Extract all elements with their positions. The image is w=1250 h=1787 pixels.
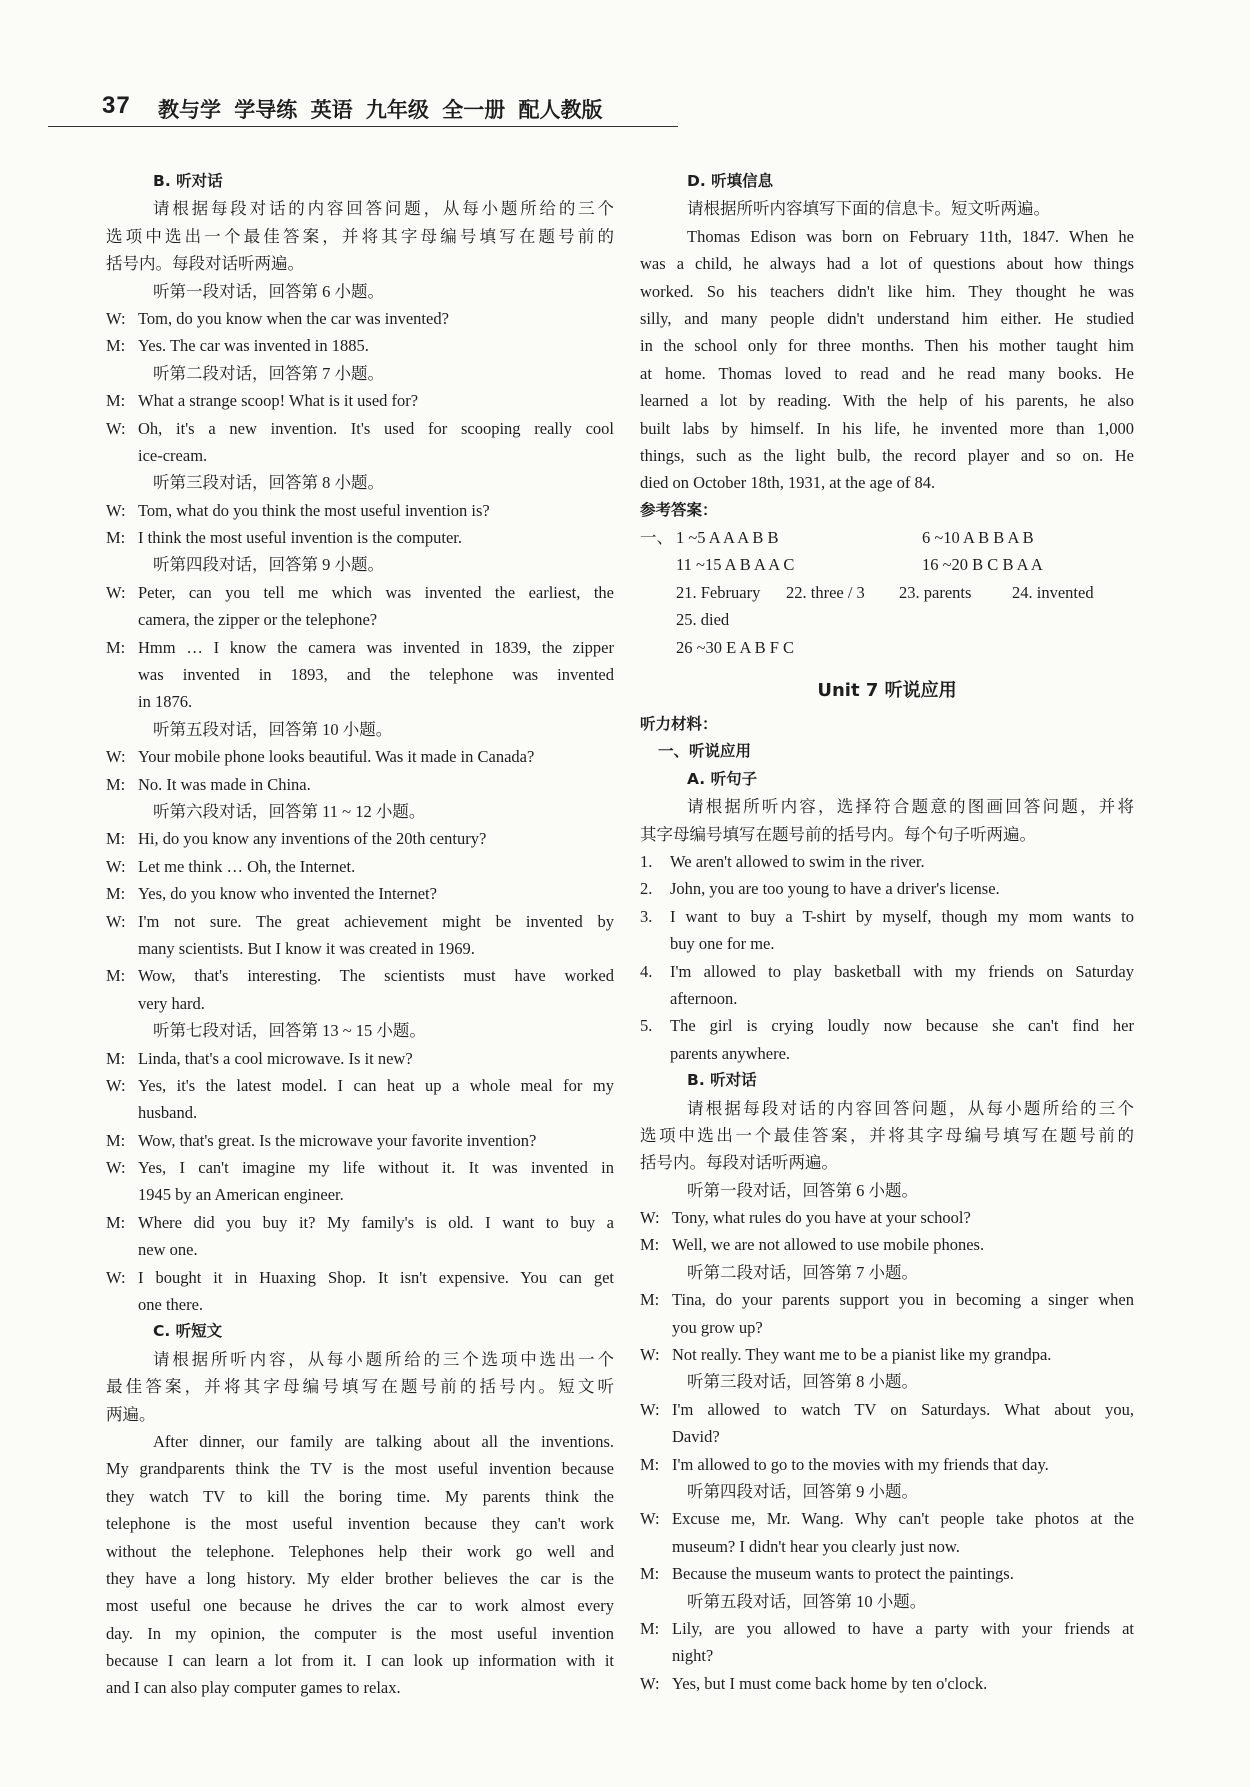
speech: was invented in 1893, and the telephone was invented	[138, 665, 614, 685]
passage-line: died on October 18th, 1931, at the age of 84.	[640, 473, 936, 493]
sentence-text: afternoon.	[670, 988, 738, 1008]
dialogue-label: 听第三段对话，回答第 8 小题。	[687, 1372, 918, 1392]
speaker: W:	[106, 1158, 126, 1178]
speech: Lily, are you allowed to have a party with your friends at	[672, 1618, 1134, 1638]
sentence-text: John, you are too young to have a driver's license.	[670, 879, 1000, 899]
dialogue-line	[106, 1236, 614, 1263]
passage-line: without the telephone. Telephones help their work go well and	[106, 1541, 614, 1561]
speech: Well, we are not allowed to use mobile phones.	[672, 1235, 985, 1255]
passage-line: at home. Thomas loved to read and he read many books. He	[640, 363, 1134, 383]
dialogue-line	[106, 853, 614, 880]
dialogue-line	[106, 1127, 614, 1154]
speaker: W:	[106, 500, 126, 520]
answer-group: 16 ~20 B C B A A	[922, 555, 1043, 575]
dialogue-line	[106, 661, 614, 688]
material-label: 听力材料：	[640, 715, 718, 734]
speech: Tony, what rules do you have at your school?	[672, 1208, 971, 1228]
dialogue-line	[106, 332, 614, 359]
speech: Where did you buy it? My family's is old. I want to buy a	[138, 1212, 614, 1232]
speech: night?	[672, 1646, 714, 1666]
dialogue-label: 听第一段对话，回答第 6 小题。	[153, 281, 384, 301]
speech: Yes. The car was invented in 1885.	[138, 336, 369, 356]
sentence-text: I want to buy a T-shirt by myself, though my mom wants to	[670, 906, 1134, 926]
speech: Peter, can you tell me which was invented the earliest, the	[138, 582, 614, 602]
speech: Excuse me, Mr. Wang. Why can't people take photos at the	[672, 1509, 1134, 1529]
passage-line: My grandparents think the TV is the most useful invention because	[106, 1459, 614, 1479]
passage-line: worked. So his teachers didn't like him. They thought he was	[640, 281, 1134, 301]
dialogue-line	[640, 1505, 1134, 1532]
section-b-title: B. 听对话	[153, 172, 223, 190]
speaker: W:	[640, 1673, 660, 1693]
part-title: 一、听说应用	[658, 742, 752, 761]
dialogue-line	[106, 1264, 614, 1291]
answer-row	[640, 579, 1134, 606]
sentence-item	[640, 848, 1134, 875]
speaker: M:	[106, 1212, 126, 1232]
speaker: W:	[106, 308, 126, 328]
passage-line: they watch TV to kill the boring time. My parents think the	[106, 1486, 614, 1506]
book-title: 教与学 学导练 英语 九年级 全一册 配人教版	[158, 98, 603, 122]
speaker: M:	[106, 966, 126, 986]
instruction-line: 选项中选出一个最佳答案，并将其字母编号填写在题号前的	[106, 226, 614, 246]
speaker: M:	[640, 1454, 660, 1474]
passage-line: After dinner, our family are talking about all the inventions.	[153, 1431, 614, 1451]
dialogue-line	[106, 1072, 614, 1099]
answer-group: 1 ~5 A A A B B	[676, 528, 779, 548]
dialogue-line	[106, 1291, 614, 1318]
speaker: M:	[106, 391, 126, 411]
passage-line: because I can learn a lot from it. I can look up information with it	[106, 1651, 614, 1671]
section-a-title: A. 听句子	[687, 769, 758, 788]
answer-row	[640, 551, 1134, 578]
speech: many scientists. But I know it was created in 1969.	[138, 938, 475, 958]
dialogue-line	[106, 305, 614, 332]
instruction-line: 请根据所听内容，选择符合题意的图画回答问题，并将	[687, 797, 1134, 817]
dialogue-label: 听第四段对话，回答第 9 小题。	[153, 555, 384, 575]
speaker: W:	[640, 1345, 660, 1365]
dialogue-line	[640, 1204, 1134, 1231]
passage-line: most useful one because he drives the car to work almost every	[106, 1596, 614, 1616]
dialogue-line	[106, 415, 614, 442]
page-header	[48, 92, 678, 132]
instruction-line: 请根据每段对话的内容回答问题，从每小题所给的三个	[687, 1098, 1134, 1118]
speech: ice-cream.	[138, 445, 208, 465]
instruction-line: 请根据所听内容填写下面的信息卡。短文听两遍。	[687, 199, 1050, 219]
speaker: M:	[106, 829, 126, 849]
passage-line: was a child, he always had a lot of questions about how things	[640, 254, 1134, 274]
dialogue-line	[106, 497, 614, 524]
dialogue-line	[640, 1642, 1134, 1669]
dialogue-label: 听第五段对话，回答第 10 小题。	[687, 1591, 927, 1611]
speech: museum? I didn't hear you clearly just now.	[672, 1536, 960, 1556]
sentence-item	[640, 903, 1134, 930]
dialogue-line	[106, 387, 614, 414]
speech: new one.	[138, 1240, 198, 1260]
speaker: M:	[640, 1290, 660, 1310]
instruction-line: 其字母编号填写在题号前的括号内。每个句子听两遍。	[640, 824, 1036, 844]
instruction-line: 括号内。每段对话听两遍。	[106, 254, 304, 274]
speech: Hi, do you know any inventions of the 20th century?	[138, 829, 487, 849]
dialogue-line	[640, 1341, 1134, 1368]
dialogue-line	[640, 1286, 1134, 1313]
speech: camera, the zipper or the telephone?	[138, 610, 378, 630]
speaker: M:	[106, 528, 126, 548]
speech: I bought it in Huaxing Shop. It isn't expensive. You can get	[138, 1267, 614, 1287]
speaker: M:	[106, 774, 126, 794]
speaker: W:	[106, 1267, 126, 1287]
answer-row	[640, 634, 1134, 661]
speaker: W:	[106, 856, 126, 876]
speech: I'm allowed to watch TV on Saturdays. What about you,	[672, 1399, 1134, 1419]
answer-row	[640, 524, 1134, 551]
speech: one there.	[138, 1295, 204, 1315]
dialogue-line	[640, 1451, 1134, 1478]
speaker: M:	[640, 1564, 660, 1584]
dialogue-line	[640, 1533, 1134, 1560]
speech: Linda, that's a cool microwave. Is it new?	[138, 1048, 413, 1068]
speech: very hard.	[138, 993, 205, 1013]
instruction-line: 两遍。	[106, 1404, 156, 1424]
speech: Because the museum wants to protect the paintings.	[672, 1564, 1014, 1584]
speaker: M:	[640, 1618, 660, 1638]
sentence-item	[640, 875, 1134, 902]
speech: husband.	[138, 1103, 198, 1123]
instruction-line: 请根据所听内容，从每小题所给的三个选项中选出一个	[153, 1349, 614, 1369]
speech: What a strange scoop! What is it used for?	[138, 391, 419, 411]
passage-line: and I can also play computer games to relax.	[106, 1678, 401, 1698]
left-column	[106, 168, 614, 1702]
speech: Let me think … Oh, the Internet.	[138, 856, 356, 876]
speaker: M:	[106, 1048, 126, 1068]
dialogue-line	[106, 880, 614, 907]
speaker: M:	[640, 1235, 660, 1255]
passage-line: silly, and many people didn't understand him either. He studied	[640, 308, 1134, 328]
section-c-title: C. 听短文	[153, 1322, 223, 1341]
answer-prefix: 一、	[640, 528, 673, 548]
dialogue-line	[106, 524, 614, 551]
sentence-text: The girl is crying loudly now because she can't find her	[670, 1016, 1134, 1036]
dialogue-line	[640, 1231, 1134, 1258]
dialogue-line	[640, 1314, 1134, 1341]
dialogue-line	[640, 1396, 1134, 1423]
dialogue-label: 听第四段对话，回答第 9 小题。	[687, 1481, 918, 1501]
dialogue-label: 听第二段对话，回答第 7 小题。	[687, 1262, 918, 1282]
speaker: W:	[106, 582, 126, 602]
speech: Oh, it's a new invention. It's used for scooping really cool	[138, 418, 614, 438]
passage-line: learned a lot by reading. With the help of his parents, he also	[640, 391, 1134, 411]
dialogue-label: 听第六段对话，回答第 11 ~ 12 小题。	[153, 801, 426, 821]
speaker: M:	[106, 336, 126, 356]
speech: I'm allowed to go to the movies with my friends that day.	[672, 1454, 1049, 1474]
dialogue-line	[640, 1560, 1134, 1587]
speech: I think the most useful invention is the computer.	[138, 528, 462, 548]
dialogue-line	[106, 634, 614, 661]
speech: Yes, but I must come back home by ten o'clock.	[672, 1673, 988, 1693]
speech: Not really. They want me to be a pianist like my grandpa.	[672, 1345, 1052, 1365]
sentence-number: 5.	[640, 1016, 653, 1036]
unit-title: Unit 7 听说应用	[817, 680, 957, 702]
speaker: M:	[106, 884, 126, 904]
dialogue-line	[106, 579, 614, 606]
dialogue-line	[640, 1615, 1134, 1642]
speech: No. It was made in China.	[138, 774, 311, 794]
speaker: W:	[640, 1509, 660, 1529]
speech: Tina, do your parents support you in becoming a singer when	[672, 1290, 1134, 1310]
speech: Wow, that's great. Is the microwave your favorite invention?	[138, 1130, 537, 1150]
section-d-title: D. 听填信息	[687, 172, 774, 190]
dialogue-label: 听第七段对话，回答第 13 ~ 15 小题。	[153, 1021, 426, 1041]
passage-line: they have a long history. My elder brother believes the car is the	[106, 1568, 614, 1588]
speaker: W:	[106, 1075, 126, 1095]
right-column	[640, 168, 1134, 1697]
passage-line: built labs by himself. In his life, he invented more than 1,000	[640, 418, 1134, 438]
dialogue-line	[640, 1670, 1134, 1697]
sentence-item	[640, 930, 1134, 957]
speech: Tom, what do you think the most useful invention is?	[138, 500, 490, 520]
dialogue-line	[106, 1099, 614, 1126]
dialogue-line	[106, 771, 614, 798]
dialogue-line	[106, 743, 614, 770]
passage-line: Thomas Edison was born on February 11th, 1847. When he	[687, 226, 1134, 246]
dialogue-line	[106, 908, 614, 935]
instruction-line: 选项中选出一个最佳答案，并将其字母编号填写在题号前的	[640, 1125, 1134, 1145]
sentence-item	[640, 985, 1134, 1012]
answer-group: 6 ~10 A B B A B	[922, 528, 1034, 548]
speaker: W:	[106, 418, 126, 438]
dialogue-line	[106, 1209, 614, 1236]
section-b2-title: B. 听对话	[687, 1071, 757, 1090]
dialogue-line	[106, 606, 614, 633]
answer-item: 22. three / 3	[786, 582, 865, 602]
speech: Tom, do you know when the car was invented?	[138, 308, 449, 328]
dialogue-label: 听第一段对话，回答第 6 小题。	[687, 1180, 918, 1200]
dialogue-label: 听第三段对话，回答第 8 小题。	[153, 473, 384, 493]
answer-row	[640, 606, 1134, 633]
answer-item: 25. died	[676, 610, 730, 630]
instruction-line: 最佳答案，并将其字母编号填写在题号前的括号内。短文听	[106, 1377, 614, 1397]
sentence-item	[640, 1040, 1134, 1067]
speaker: M:	[106, 1130, 126, 1150]
answer-item: 21. February	[676, 582, 761, 602]
speech: you grow up?	[672, 1317, 763, 1337]
dialogue-line	[106, 1154, 614, 1181]
sentence-number: 2.	[640, 879, 653, 899]
passage-line: in the school only for three months. Then his mother taught him	[640, 336, 1134, 356]
answer-item: 24. invented	[1012, 582, 1094, 602]
speaker: M:	[106, 637, 126, 657]
dialogue-line	[106, 825, 614, 852]
passage-line: telephone is the most useful invention because they can't work	[106, 1514, 614, 1534]
dialogue-line	[106, 442, 614, 469]
dialogue-line	[106, 688, 614, 715]
speech: Yes, I can't imagine my life without it. It was invented in	[138, 1158, 614, 1178]
instruction-line: 请根据每段对话的内容回答问题，从每小题所给的三个	[153, 199, 614, 219]
sentence-text: We aren't allowed to swim in the river.	[670, 851, 925, 871]
speech: David?	[672, 1427, 720, 1447]
speaker: W:	[106, 747, 126, 767]
speech: Yes, do you know who invented the Internet?	[138, 884, 437, 904]
answer-group: 26 ~30 E A B F C	[676, 637, 795, 657]
dialogue-line	[640, 1423, 1134, 1450]
dialogue-label: 听第二段对话，回答第 7 小题。	[153, 363, 384, 383]
speech: I'm not sure. The great achievement might be invented by	[138, 911, 614, 931]
instruction-line: 括号内。每段对话听两遍。	[640, 1153, 838, 1173]
sentence-item	[640, 1012, 1134, 1039]
speech: Wow, that's interesting. The scientists must have worked	[138, 966, 614, 986]
speech: Yes, it's the latest model. I can heat up a whole meal for my	[138, 1075, 614, 1095]
dialogue-line	[106, 962, 614, 989]
page-number: 37	[102, 92, 131, 119]
dialogue-line	[106, 935, 614, 962]
passage-line: things, such as the light bulb, the record player and so on. He	[640, 445, 1134, 465]
sentence-number: 4.	[640, 961, 653, 981]
sentence-text: buy one for me.	[670, 934, 775, 954]
sentence-item	[640, 958, 1134, 985]
dialogue-label: 听第五段对话，回答第 10 小题。	[153, 719, 393, 739]
sentence-text: parents anywhere.	[670, 1043, 791, 1063]
dialogue-line	[106, 990, 614, 1017]
speech: Your mobile phone looks beautiful. Was it made in Canada?	[138, 747, 535, 767]
passage-line: day. In my opinion, the computer is the most useful invention	[106, 1623, 614, 1643]
answer-key-title: 参考答案：	[640, 500, 718, 519]
answer-item: 23. parents	[899, 582, 972, 602]
dialogue-line	[106, 1181, 614, 1208]
speaker: W:	[640, 1399, 660, 1419]
speech: Hmm … I know the camera was invented in 1839, the zipper	[138, 637, 614, 657]
answer-group: 11 ~15 A B A A C	[676, 555, 795, 575]
speaker: W:	[106, 911, 126, 931]
sentence-number: 1.	[640, 851, 653, 871]
sentence-text: I'm allowed to play basketball with my friends on Saturday	[670, 961, 1134, 981]
speech: in 1876.	[138, 692, 193, 712]
speech: 1945 by an American engineer.	[138, 1185, 344, 1205]
dialogue-line	[106, 1045, 614, 1072]
sentence-number: 3.	[640, 906, 653, 926]
speaker: W:	[640, 1208, 660, 1228]
header-rule	[48, 126, 678, 127]
